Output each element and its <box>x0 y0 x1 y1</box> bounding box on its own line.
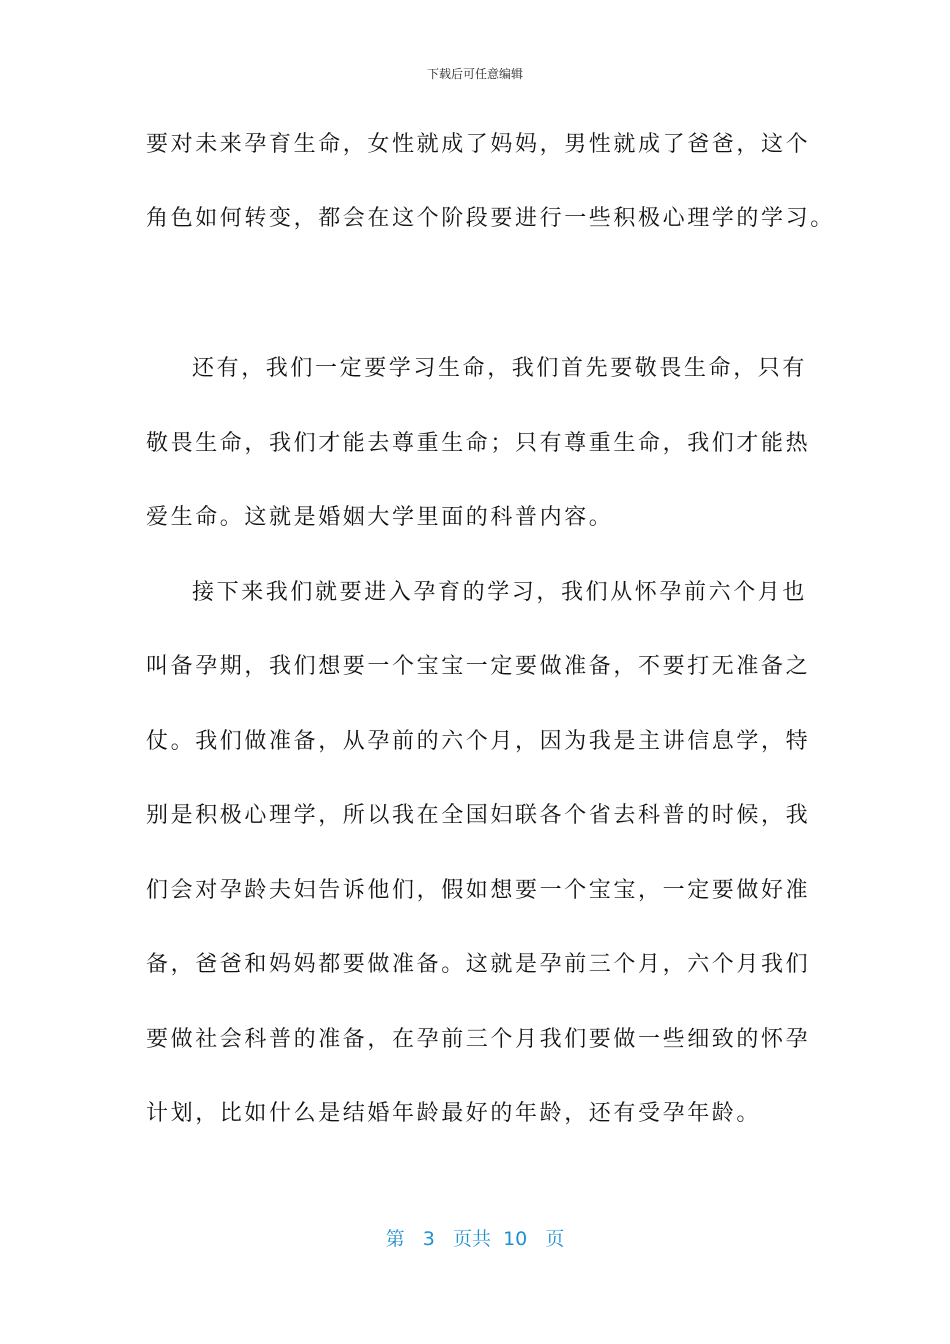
paragraph-line: 角色如何转变，都会在这个阶段要进行一些积极心理学的学习。 <box>146 206 835 231</box>
page-header: 下载后可任意编辑 <box>426 67 523 81</box>
paragraph-line: 别是积极心理学，所以我在全国妇联各个省去科普的时候，我 <box>146 803 811 828</box>
paragraph-line: 爱生命。这就是婚姻大学里面的科普内容。 <box>146 505 614 530</box>
paragraph-line: 叫备孕期，我们想要一个宝宝一定要做准备，不要打无准备之 <box>146 654 811 679</box>
paragraph-line: 还有，我们一定要学习生命，我们首先要敬畏生命，只有 <box>192 356 808 381</box>
total-pages-number: 10 <box>503 1228 528 1250</box>
footer-middle: 页共 <box>452 1228 491 1250</box>
current-page-number: 3 <box>422 1228 435 1250</box>
paragraph-line: 敬畏生命，我们才能去尊重生命；只有尊重生命，我们才能热 <box>146 431 811 456</box>
page-footer <box>0 1225 950 1253</box>
footer-prefix: 第 <box>385 1228 405 1250</box>
paragraph-line: 要对未来孕育生命，女性就成了妈妈，男性就成了爸爸，这个 <box>146 132 811 157</box>
paragraph-line: 要做社会科普的准备，在孕前三个月我们要做一些细致的怀孕 <box>146 1027 811 1052</box>
paragraph-line: 计划，比如什么是结婚年龄最好的年龄，还有受孕年龄。 <box>146 1101 762 1126</box>
paragraph-line: 仗。我们做准备，从孕前的六个月，因为我是主讲信息学，特 <box>146 729 811 754</box>
paragraph-line: 们会对孕龄夫妇告诉他们，假如想要一个宝宝，一定要做好准 <box>146 878 811 903</box>
footer-suffix: 页 <box>545 1228 565 1250</box>
paragraph-line: 接下来我们就要进入孕育的学习，我们从怀孕前六个月也 <box>192 580 808 605</box>
paragraph-line: 备，爸爸和妈妈都要做准备。这就是孕前三个月，六个月我们 <box>146 952 811 977</box>
